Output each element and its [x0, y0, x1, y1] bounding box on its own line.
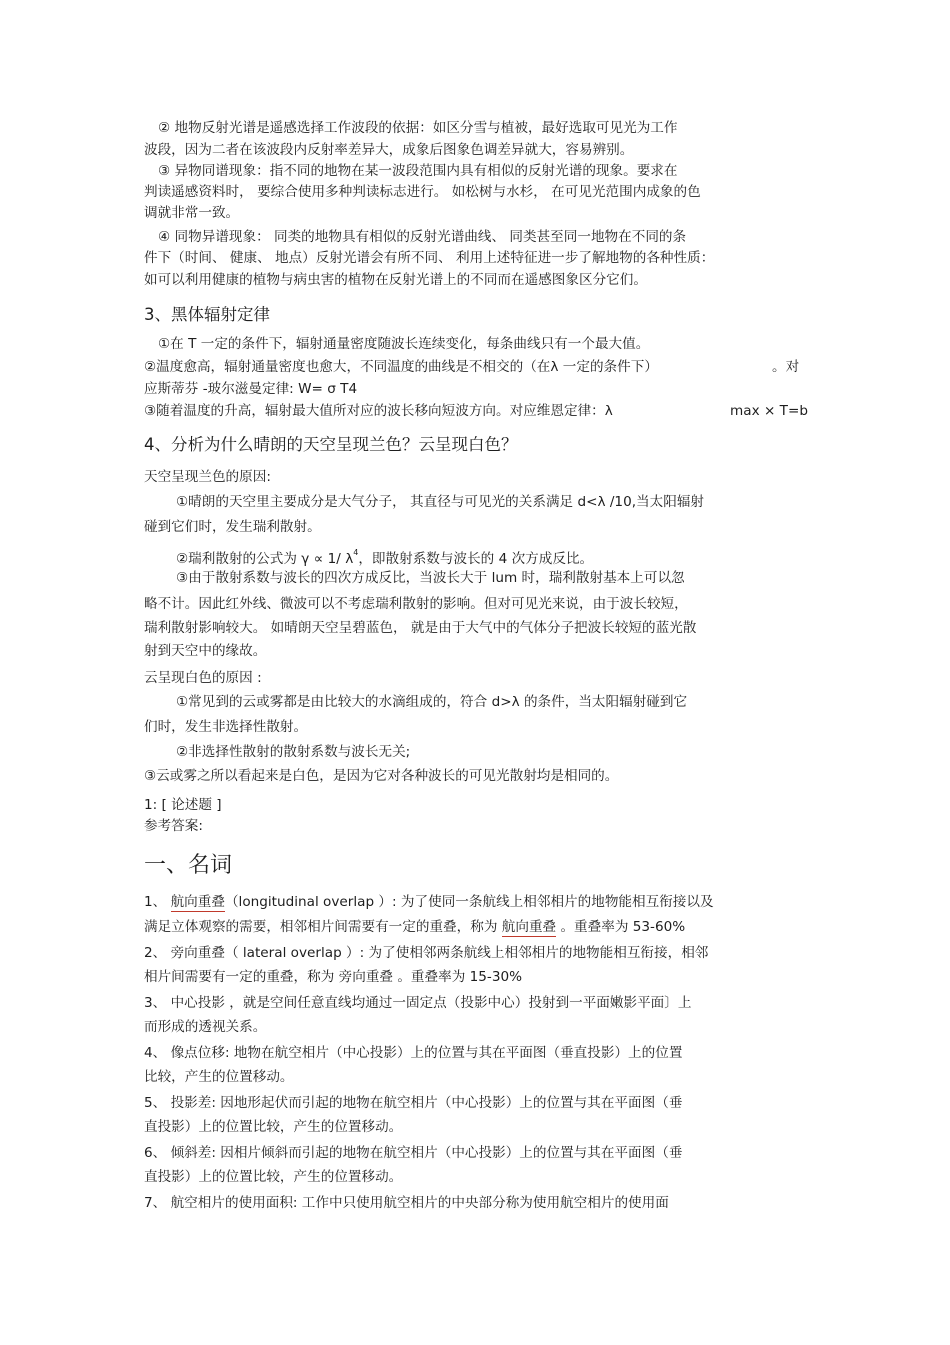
text-line: 直投影）上的位置比较，产生的位置移动。	[144, 1119, 403, 1135]
text-line: ④ 同物异谱现象： 同类的地物具有相似的反射光谱曲线、 同类甚至同一地物在不同的条	[158, 229, 687, 245]
text-line: ③云或雾之所以看起来是白色，是因为它对各种波长的可见光散射均是相同的。	[144, 768, 619, 784]
term-highlight: 航向重叠	[501, 919, 557, 935]
definition-text: （longitudinal overlap ）: 为了使同一条航线上相邻相片的地物能相互衔接以及	[224, 894, 714, 910]
term-highlight: 航向重叠	[170, 894, 225, 910]
text-line: ③随着温度的升高，辐射最大值所对应的波长移向短波方向。对应维恩定律：λ	[144, 403, 613, 419]
text-line: 相片间需要有一定的重叠，称为 旁向重叠 。重叠率为 15-30%	[144, 969, 523, 985]
text-line: 1: [ 论述题 ]	[144, 797, 222, 813]
section-heading: 4、分析为什么晴朗的天空呈现兰色？云呈现白色？	[144, 435, 518, 454]
text-line: 判读遥感资料时， 要综合使用多种判读标志进行。 如松树与水杉， 在可见光范围内成象的色	[144, 184, 701, 200]
text-line: 而形成的透视关系。	[144, 1019, 267, 1035]
text-line: 碰到它们时，发生瑞利散射。	[144, 519, 321, 535]
text-line: 应斯蒂芬 -玻尔滋曼定律: W= σ T4	[144, 381, 358, 397]
text-line	[144, 918, 685, 936]
text-line: 7、 航空相片的使用面积: 工作中只使用航空相片的中央部分称为使用航空相片的使用面	[144, 1195, 669, 1211]
text-line: 4、 像点位移: 地物在航空相片（中心投影）上的位置与其在平面图（垂直投影）上的位置	[144, 1045, 683, 1061]
text-line: 6、 倾斜差: 因相片倾斜而引起的地物在航空相片（中心投影）上的位置与其在平面图（垂	[144, 1145, 683, 1161]
text-line: ③ 异物同谱现象：指不同的地物在某一波段范围内具有相似的反射光谱的现象。要求在	[158, 163, 678, 179]
definition-text: 。重叠率为 53-60%	[556, 919, 686, 935]
formula-text: ，即散射系数与波长的 4 次方成反比。	[358, 551, 594, 567]
text-line	[176, 544, 593, 568]
text-line: 云呈现白色的原因 :	[144, 670, 262, 686]
text-line: 射到天空中的缘故。	[144, 643, 267, 659]
text-line: 波段，因为二者在该波段内反射率差异大，成象后图象色调差异就大，容易辨别。	[144, 142, 634, 158]
text-line: ③由于散射系数与波长的四次方成反比，当波长大于 lum 时，瑞利散射基本上可以忽	[176, 570, 685, 586]
text-line: 3、 中心投影 ，就是空间任意直线均通过一固定点（投影中心）投射到一平面嫩影平面〕上	[144, 995, 692, 1011]
text-line	[144, 893, 714, 911]
text-line: 们时，发生非选择性散射。	[144, 719, 308, 735]
text-line: ①在 T 一定的条件下，辐射通量密度随波长连续变化，每条曲线只有一个最大值。	[158, 336, 650, 352]
text-line: 2、 旁向重叠（ lateral overlap ）: 为了使相邻两条航线上相邻相片的地物能相互衔接，相邻	[144, 945, 709, 961]
text-line: ①常见到的云或雾都是由比较大的水滴组成的，符合 d>λ 的条件，当太阳辐射碰到它	[176, 694, 688, 710]
text-line: ②非选择性散射的散射系数与波长无关;	[176, 744, 411, 760]
section-heading: 3、黑体辐射定律	[144, 305, 270, 324]
text-line: 参考答案:	[144, 818, 203, 834]
definition-text: 满足立体观察的需要，相邻相片间需要有一定的重叠，称为	[144, 919, 502, 935]
item-number: 1、	[144, 894, 171, 910]
text-line: ①晴朗的天空里主要成分是大气分子， 其直径与可见光的关系满足 d<λ /10,当太阳辐射	[176, 494, 705, 510]
text-line: ② 地物反射光谱是遥感选择工作波段的依据：如区分雪与植被，最好选取可见光为工作	[158, 120, 678, 136]
chapter-heading: 一、名词	[144, 853, 233, 878]
formula-text: ②瑞利散射的公式为 γ ∝ 1/ λ	[176, 551, 354, 567]
superscript: 4	[353, 548, 359, 557]
text-line: 天空呈现兰色的原因:	[144, 469, 271, 485]
text-line: 5、 投影差: 因地形起伏而引起的地物在航空相片（中心投影）上的位置与其在平面图（垂	[144, 1095, 683, 1111]
text-line: 调就非常一致。	[144, 205, 240, 221]
text-line: ②温度愈高，辐射通量密度也愈大，不同温度的曲线是不相交的（在λ 一定的条件下）	[144, 359, 658, 375]
text-line: 比较，产生的位置移动。	[144, 1069, 294, 1085]
text-line: 略不计。因此红外线、微波可以不考虑瑞利散射的影响。但对可见光来说，由于波长较短，	[144, 596, 688, 612]
text-line: 。对	[772, 359, 800, 375]
text-line: 如可以利用健康的植物与病虫害的植物在反射光谱上的不同而在遥感图象区分它们。	[144, 272, 647, 288]
text-line: 瑞利散射影响较大。 如晴朗天空呈碧蓝色， 就是由于大气中的气体分子把波长较短的蓝光散	[144, 620, 697, 636]
text-line: max × T=b	[730, 403, 808, 419]
text-line: 直投影）上的位置比较，产生的位置移动。	[144, 1169, 403, 1185]
text-line: 件下（时间、 健康、 地点）反射光谱会有所不同、 利用上述特征进一步了解地物的各种性质：	[144, 250, 715, 266]
